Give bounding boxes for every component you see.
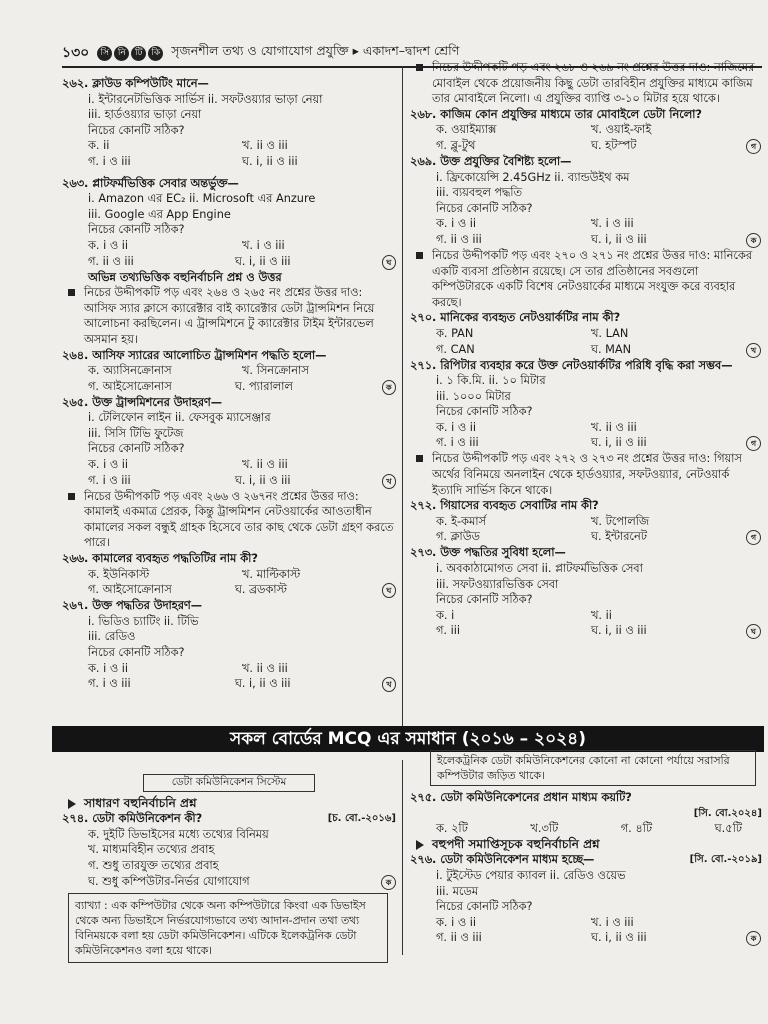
option: ক. PAN	[436, 326, 474, 340]
option-row	[410, 529, 762, 545]
option: খ. ii	[591, 608, 612, 622]
option: ক. i ও ii	[88, 238, 128, 252]
answer-badge: ক	[746, 931, 761, 946]
option-row	[62, 379, 396, 395]
stimulus-passage: নিচের উদ্দীপকটি পড় এবং ২৬৬ ও ২৬৭নং প্রশ্নের উত্তর দাও: কামালই একমাত্র প্রেরক, কিন্তু ট্রান্সমিশন নেটওয়ার্কের আওতাধীন কামালের সকল বন্ধুই গ্রাহক হিসেবে তার কাছ থেকে ডেটা গ্রহণ করতে পারে।	[62, 489, 396, 551]
option: ক. অ্যাসিনক্রোনাস	[88, 364, 172, 378]
question-text: ২৬৫. উক্ত ট্রান্সমিশনের উদাহরণ—	[62, 395, 223, 409]
option-row	[410, 821, 762, 837]
option-row	[62, 582, 396, 598]
option: ঘ. i, ii ও iii	[591, 232, 647, 246]
option-row	[410, 342, 762, 358]
answer-badge: গ	[746, 436, 761, 451]
option: ঘ. ব্রডকাস্ট	[234, 583, 287, 597]
answer-badge: ঘ	[382, 255, 396, 270]
stimulus-passage: নিচের উদ্দীপকটি পড় এবং ২৬৪ ও ২৬৫ নং প্রশ্নের উত্তর দাও: আসিফ স্যার ক্লাসে ক্যারেক্টার বাই ক্যারেক্টার ডেটা ট্রান্সমিশন নিয়ে আলোচনা করছিলেন। এ ট্রান্সমিশনে টু ক্যারেক্টার টাইম ইন্টারভেল অসমান হয়।	[62, 285, 396, 347]
answer-badge: গ	[746, 139, 761, 154]
answer-badge: ঘ	[746, 624, 761, 639]
option: খ. মাধ্যমবিহীন তথ্যের প্রবাহ	[88, 843, 215, 857]
answer-badge: খ	[382, 474, 396, 489]
option-row	[410, 326, 762, 342]
section-banner: সকল বোর্ডের MCQ এর সমাধান (২০১৬ – ২০২৪)	[52, 726, 764, 752]
statement: i. ১ কি.মি. ii. ১০ মিটার	[436, 374, 546, 388]
option: গ. ক্লাউড	[436, 530, 480, 544]
option: গ. i ও iii	[88, 154, 131, 168]
option: খ.৩টি	[530, 822, 559, 836]
option: ঘ. i, ii ও iii	[591, 624, 647, 638]
answer-badge: ক	[746, 233, 761, 248]
stimulus-passage: নিচের উদ্দীপকটি পড় এবং ২৬৮ ও ২৬৯ নং প্রশ্নের উত্তর দাও: নাজিমের মোবাইল থেকে প্রয়োজনীয় কিছু ডেটা তারবিহীন প্রযুক্তির মাধ্যমে কাজিম তার মোবাইলে নিলো। এ প্রযুক্তির ব্যাপ্তি ৩-১০ মিটার হয়ে থাকে।	[410, 60, 762, 107]
column-divider	[402, 66, 403, 726]
option: গ. iii	[436, 624, 461, 638]
option: ক. i ও ii	[88, 458, 128, 472]
header-title: সৃজনশীল তথ্য ও যোগাযোগ প্রযুক্তি ▸ একাদশ–দ্বাদশ শ্রেণি	[171, 43, 460, 58]
board-reference: [সি. বো.২০২৪]	[693, 807, 762, 819]
option: খ. ii ও iii	[591, 420, 637, 434]
option: ঘ. শুধু কম্পিউটার-নির্ভর যোগাযোগ	[88, 874, 250, 888]
board-reference: [সি. বো.-২০১৯]	[689, 854, 762, 866]
option: গ. শুধু তারযুক্ত তথ্যের প্রবাহ	[88, 858, 219, 872]
option: গ. i ও iii	[88, 473, 131, 487]
statement: iii. ব্যয়বহুল পদ্ধতি	[436, 186, 522, 200]
option-row	[410, 138, 762, 154]
logo-letter: কি	[148, 46, 163, 61]
answer-badge: খ	[382, 677, 396, 692]
question-text: ২৬৪. আসিফ স্যারের আলোচিত ট্রান্সমিশন পদ্ধতি হলো—	[62, 348, 327, 362]
option: গ. ii ও iii	[88, 254, 134, 268]
question-text: ২৭২. গিয়াসের ব্যবহৃত সেবাটির নাম কী?	[410, 499, 599, 513]
option: ক. ২টি	[436, 822, 468, 836]
question-line	[410, 852, 762, 868]
option-row	[410, 514, 762, 530]
left-column	[62, 76, 396, 692]
answer-badge: খ	[746, 343, 761, 358]
option: খ. টপোলজি	[591, 514, 649, 528]
answer-badge: ক	[381, 875, 396, 890]
statement: i. ইন্টারনেটভিত্তিক সার্ভিস ii. সফটওয়্যার ভাড়া নেয়া	[88, 92, 323, 106]
option: ক. i ও ii	[436, 217, 476, 231]
ask-line: নিচের কোনটি সঠিক?	[436, 593, 533, 607]
option: খ. ii ও iii	[242, 139, 288, 153]
option-row	[410, 122, 762, 138]
answer-badge: ক	[382, 380, 396, 395]
question-text: ২৬৮. কাজিম কোন প্রযুক্তির মাধ্যমে তার মোবাইলে ডেটা নিলো?	[410, 107, 702, 121]
option: খ. ii ও iii	[242, 458, 288, 472]
option: খ. LAN	[591, 326, 629, 340]
option: ঘ. প্যারালাল	[234, 379, 293, 393]
option: গ. আইসোক্রোনাস	[88, 583, 172, 597]
statement: i. টেলিফোন লাইন ii. ফেসবুক ম্যাসেঞ্জার	[88, 411, 271, 425]
statement: i. অবকাঠামোগত সেবা ii. প্লাটফর্মভিত্তিক সেবা	[436, 562, 643, 576]
option: গ. ii ও iii	[436, 931, 482, 945]
ask-line: নিচের কোনটি সঠিক?	[436, 900, 533, 914]
section-heading: সাধারণ বহুনির্বাচনি প্রশ্ন	[62, 796, 396, 812]
ask-line: নিচের কোনটি সঠিক?	[436, 405, 533, 419]
option: ঘ. ইন্টারনেট	[591, 530, 647, 544]
option: গ. আইসোক্রোনাস	[88, 379, 172, 393]
question-text: ২৭৫. ডেটা কমিউনিকেশনের প্রধান মাধ্যম কয়টি?	[410, 791, 632, 804]
question-text: ২৭০. মানিকের ব্যবহৃত নেটওয়ার্কটির নাম কী?	[410, 311, 621, 325]
option: খ. i ও iii	[591, 217, 634, 231]
option: ক. i ও ii	[436, 915, 476, 929]
question-text: ২৬৬. কামালের ব্যবহৃত পদ্ধতিটির নাম কী?	[62, 552, 258, 566]
option-row	[410, 435, 762, 451]
option: গ. ii ও iii	[436, 232, 482, 246]
option: গ. ব্লু-টুথ	[436, 138, 476, 152]
ask-line: নিচের কোনটি সঠিক?	[88, 123, 185, 137]
question-text: ২৬৭. উক্ত পদ্ধতির উদাহরণ—	[62, 599, 203, 613]
statement: iii. সিসি টিভি ফুটেজ	[88, 426, 184, 440]
option: ঘ. i, ii ও iii	[234, 677, 291, 691]
stimulus-passage: নিচের উদ্দীপকটি পড় এবং ২৭০ ও ২৭১ নং প্রশ্নের উত্তর দাও: মানিকের একটি ব্যবসা প্রতিষ্ঠান রয়েছে। সে তার প্রতিষ্ঠানের সবগুলো কম্পিউটারকে একটি বিশেষ নেটওয়ার্কের মাধ্যমে সংযুক্ত করে ব্যবহার করছে।	[410, 248, 762, 310]
topic-tag: ডেটা কমিউনিকেশন সিস্টেম	[143, 774, 315, 792]
logo-letter: টি	[131, 46, 146, 61]
option-row	[410, 608, 762, 624]
right-column	[410, 60, 762, 639]
bottom-left-column	[62, 774, 396, 963]
answer-badge: গ	[746, 530, 761, 545]
option-row	[410, 420, 762, 436]
question-text: ২৭৬. ডেটা কমিউনিকেশন মাধ্যম হচ্ছে—	[410, 853, 595, 867]
statement: iii. হার্ডওয়্যার ভাড়া নেয়া	[88, 108, 202, 122]
statement: i. Amazon এর EC₂ ii. Microsoft এর Anzure	[88, 192, 316, 206]
option: ঘ. হটস্পট	[591, 138, 637, 152]
logo-letter: সি	[97, 46, 112, 61]
option: ঘ. i, ii ও iii	[234, 254, 291, 268]
statement: i. ফ্রিকোয়েন্সি 2.45GHz ii. ব্যান্ডউইথ কম	[436, 170, 630, 184]
option-row	[62, 567, 396, 583]
option: গ. i ও iii	[88, 677, 131, 691]
reference-line	[410, 806, 762, 822]
option: ক. ওয়াইম্যাক্স	[436, 123, 497, 137]
question-text: ২৬২. ক্লাউড কম্পিউটিং মানে—	[62, 77, 209, 90]
option: ক. ই-কমার্স	[436, 514, 486, 528]
option-row	[410, 930, 762, 946]
question-line	[62, 811, 396, 827]
option: গ. i ও iii	[436, 436, 479, 450]
option: ঘ. i, ii ও iii	[591, 931, 647, 945]
statement: iii. রেডিও	[88, 630, 136, 644]
question-text: ২৭১. রিপিটার ব্যবহার করে উক্ত নেটওয়ার্কটির পরিধি বৃদ্ধি করা সম্ভব—	[410, 358, 733, 372]
option: ক. ইউনিকাস্ট	[88, 567, 150, 581]
answer-badge: ঘ	[382, 583, 396, 598]
ask-line: নিচের কোনটি সঠিক?	[88, 442, 185, 456]
option-row	[62, 254, 396, 270]
option: ক. দুইটি ডিভাইসের মধ্যে তথ্যের বিনিময়	[88, 827, 269, 841]
ask-line: নিচের কোনটি সঠিক?	[88, 223, 185, 237]
note-box: ইলেকট্রনিক ডেটা কমিউনিকেশনের কোনো না কোনো পর্যায়ে সরাসরি কম্পিউটার জড়িত থাকে।	[430, 750, 756, 786]
book-logo	[97, 46, 163, 61]
option: ঘ. MAN	[591, 342, 632, 356]
option: ক. i	[436, 608, 455, 622]
question-text: ২৭৪. ডেটা কমিউনিকেশন কী?	[62, 812, 203, 826]
option-row	[62, 154, 396, 170]
statement: i. ভিডিও চ্যাটিং ii. টিভি	[88, 614, 199, 628]
statement: iii. সফটওয়্যারভিত্তিক সেবা	[436, 577, 559, 591]
option-row	[410, 623, 762, 639]
bottom-right-column	[410, 750, 762, 946]
option-line	[62, 874, 396, 890]
column-divider	[402, 760, 403, 955]
option-row	[62, 238, 396, 254]
section-heading: বহুপদী সমাপ্তিসূচক বহুনির্বাচনি প্রশ্ন	[410, 837, 762, 853]
option: খ. ii ও iii	[242, 661, 288, 675]
option: ঘ. i, ii ও iii	[234, 473, 291, 487]
option-row	[410, 915, 762, 931]
option: ঘ. i, ii ও iii	[591, 436, 647, 450]
option-row	[62, 138, 396, 154]
ask-line: নিচের কোনটি সঠিক?	[436, 201, 533, 215]
statement: i. টুইস্টেড পেয়ার ক্যাবল ii. রেডিও ওয়েভ	[436, 868, 626, 882]
option-row	[410, 232, 762, 248]
option-row	[62, 676, 396, 692]
option: খ. মাল্টিকাস্ট	[242, 567, 301, 581]
option: গ. ৪টি	[620, 822, 653, 836]
option: গ. CAN	[436, 342, 475, 356]
section-heading: অভিন্ন তথ্যভিত্তিক বহুনির্বাচনি প্রশ্ন ও উত্তর	[88, 270, 282, 284]
option-row	[62, 661, 396, 677]
board-reference: [চ. বো.-২০১৬]	[327, 813, 396, 825]
question-line	[410, 790, 762, 806]
option: ঘ. i, ii ও iii	[242, 154, 298, 168]
option: ক. ii	[88, 139, 110, 153]
option-row	[410, 216, 762, 232]
option: ক. i ও ii	[88, 661, 128, 675]
logo-letter: নি	[114, 46, 129, 61]
option-row	[62, 363, 396, 379]
question-text: ২৬৯. উক্ত প্রযুক্তির বৈশিষ্ট্য হলো—	[410, 154, 572, 168]
statement: iii. ১০০০ মিটার	[436, 389, 511, 403]
question-text: ২৬৩. প্লাটফর্মভিত্তিক সেবার অন্তর্ভুক্ত—	[62, 176, 239, 190]
ask-line: নিচের কোনটি সঠিক?	[88, 646, 185, 659]
option: খ. ওয়াই-ফাই	[591, 123, 652, 137]
option-row	[62, 457, 396, 473]
option: খ. i ও iii	[591, 915, 634, 929]
explanation-box: ব্যাখ্যা : এক কম্পিউটার থেকে অন্য কম্পিউটারে কিংবা এক ডিভাইস থেকে অন্য ডিভাইসে নির্ভরযোগ্যভাবে তথ্য আদান-প্রদান তথা তথ্য বিনিময়কে বলা হয় ডেটা কমিউনিকেশন। এটিকে ইলেকট্রনিক ডেটা কমিউনিকেশনও বলা হয়ে থাকে।	[68, 893, 388, 963]
option: ঘ.৫টি	[714, 822, 742, 836]
question-text: ২৭৩. উক্ত পদ্ধতির সুবিধা হলো—	[410, 546, 566, 560]
option-row	[62, 473, 396, 489]
statement: iii. Google এর App Engine	[88, 207, 231, 221]
statement: iii. মডেম	[436, 884, 478, 898]
option: ক. i ও ii	[436, 420, 476, 434]
stimulus-passage: নিচের উদ্দীপকটি পড় এবং ২৭২ ও ২৭৩ নং প্রশ্নের উত্তর দাও: গিয়াস অর্থের বিনিময়ে অনলাইন থেকে হার্ডওয়্যার, সফটওয়্যার, নেটওয়ার্ক ইত্যাদি সার্ভিস কিনে থাকে।	[410, 451, 762, 498]
option: খ. i ও iii	[242, 238, 285, 252]
page-number: ১৩০	[62, 45, 90, 61]
option: খ. সিনক্রোনাস	[242, 364, 309, 378]
